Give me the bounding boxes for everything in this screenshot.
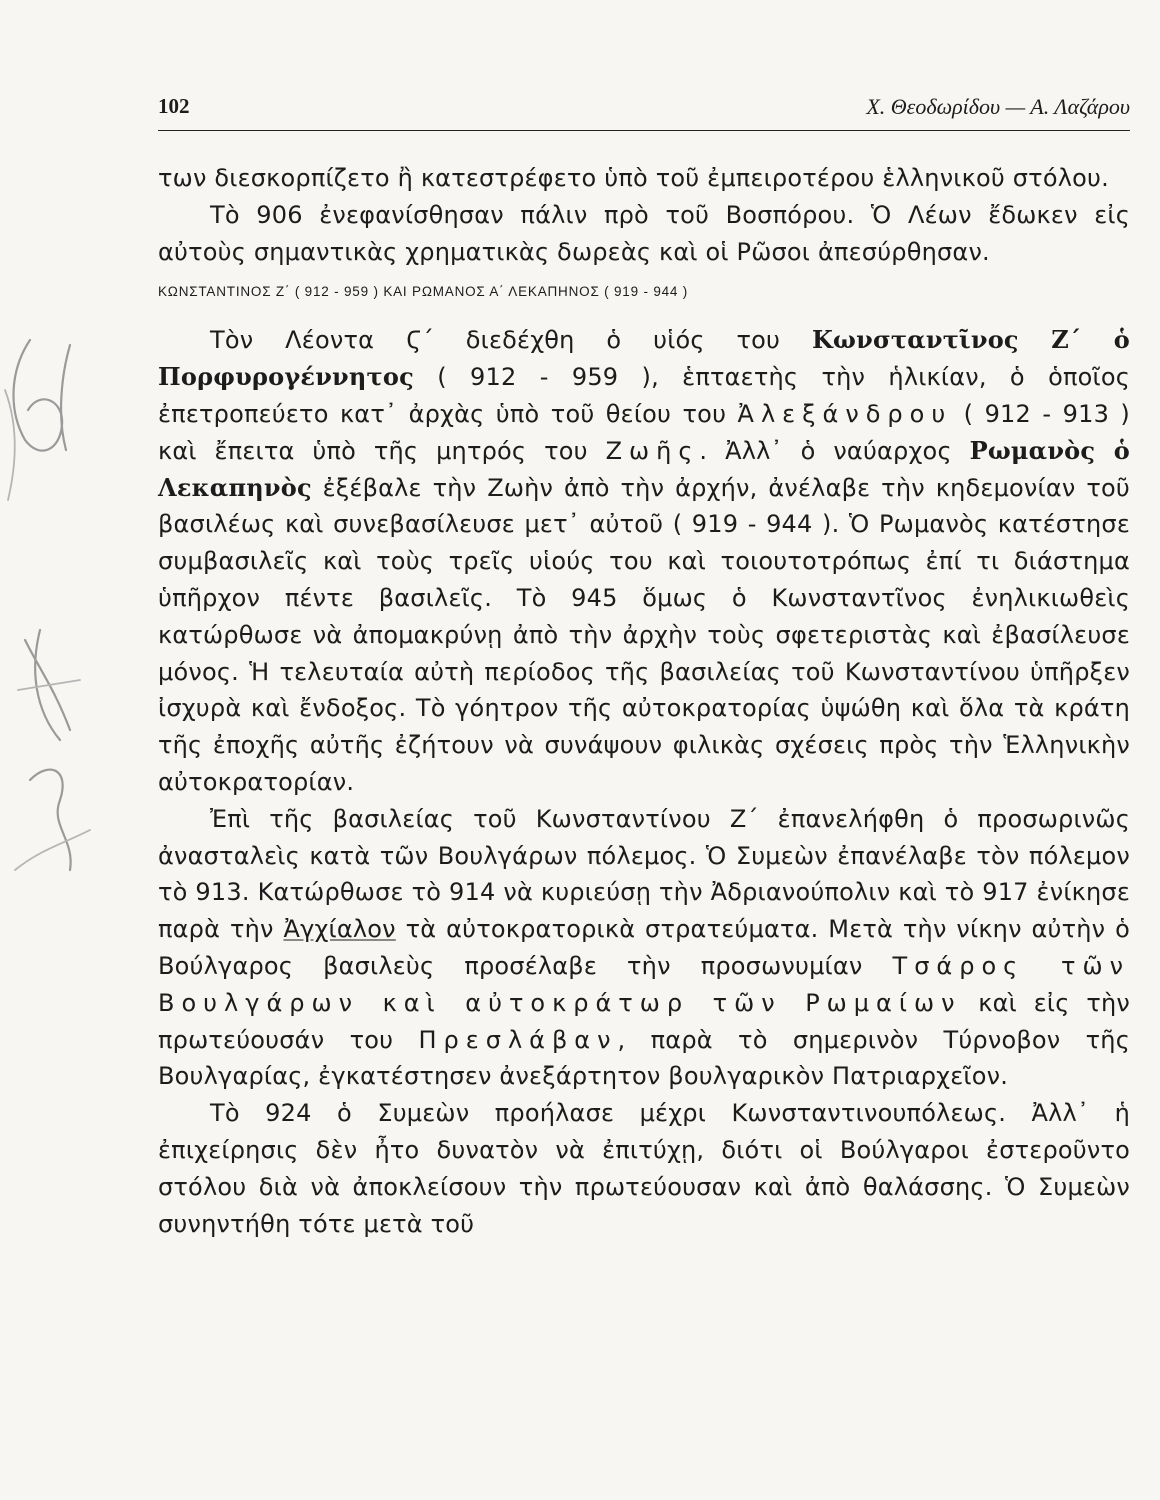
paragraph-5: Τὸ 924 ὁ Συμεὼν προήλασε μέχρι Κωνσταντινουπόλεως. Ἀλλ᾿ ἡ ἐπιχείρησις δὲν ἦτο δυνατὸν νὰ ἐπιτύχῃ, διότι οἱ Βούλγαροι ἐστεροῦντο στόλου διὰ νὰ ἀποκλείσουν τὴν πρωτεύουσαν καὶ ἀπὸ θαλάσσης. Ὁ Συμεὼν συνηντήθη τότε μετὰ τοῦ xyxy=(158,1099,1130,1238)
title-tsaros: Τσάρος τῶν Βουλγάρων καὶ αὐτοκράτωρ τῶν Ρωμαίων xyxy=(158,951,1131,1017)
name-zoe: Ζωῆς xyxy=(605,436,700,465)
body-text xyxy=(158,160,1130,1242)
paragraph-4 xyxy=(158,801,1130,1095)
text-run: καὶ εἰς τὴν πρωτεύουσάν του xyxy=(158,988,1130,1054)
paragraph-1: των διεσκορπίζετο ἢ κατεστρέφετο ὑπὸ τοῦ ἐμπειροτέρου ἑλληνικοῦ στόλου. xyxy=(158,164,1109,192)
place-anchialos: Ἀγχίαλον xyxy=(283,915,396,944)
paragraph-2: Τὸ 906 ἐνεφανίσθησαν πάλιν πρὸ τοῦ Βοσπόρου. Ὁ Λέων ἔδωκεν εἰς αὐτοὺς σημαντικὰς χρηματικὰς δωρεὰς καὶ οἱ Ρῶσοι ἀπεσύρθησαν. xyxy=(158,200,1130,266)
page-header xyxy=(158,90,1130,131)
text-run: ( 912 - 959 ), ἑπταετὴς τὴν ἡλικίαν, ὁ ὁποῖος ἐπετροπεύετο κατ᾿ ἀρχὰς ὑπὸ τοῦ θείου του xyxy=(158,363,1130,428)
text-run: Τὸν Λέοντα Ϛ΄ διεδέχθη ὁ υἱός του xyxy=(210,326,812,355)
name-konstantinos: Κωνσταντῖνος Ζ΄ ὁ Πορφυρογέννητος xyxy=(158,325,1130,392)
name-romanos: Ρωμανὸς ὁ Λεκαπηνὸς xyxy=(158,435,1130,502)
text-run: , παρὰ τὸ σημερινὸν Τύρνοβον τῆς Βουλγαρίας, ἐγκατέστησεν ἀνεξάρτητον βουλγαρικὸν Πατριαρχεῖον. xyxy=(158,1025,1130,1091)
text-run: Ἐπὶ τῆς βασιλείας τοῦ Κωνσταντίνου Ζ΄ ἐπανελήφθη ὁ προσωρινῶς ἀνασταλεὶς κατὰ τῶν Βουλγάρων πόλεμος. Ὁ Συμεὼν ἐπανέλαβε τὸν πόλεμον τὸ 913. Κατώρθωσε τὸ 914 νὰ κυριεύσῃ τὴν Ἀδριανούπολιν καὶ τὸ 917 ἐνίκησε παρὰ τὴν xyxy=(158,804,1130,944)
text-run: ἐξέβαλε τὴν Ζωὴν ἀπὸ τὴν ἀρχήν, ἀνέλαβε τὴν κηδεμονίαν τοῦ βασιλέως καὶ συνεβασίλευσε μετ᾿ αὐτοῦ ( 919 - 944 ). Ὁ Ρωμανὸς κατέστησε συμβασιλεῖς καὶ τοὺς τρεῖς υἱούς του καὶ τοιουτοτρόπως ἐπί τι διάστημα ὑπῆρχον πέντε βασιλεῖς. Τὸ 945 ὅμως ὁ Κωνσταντῖνος ἐνηλικιωθεὶς κατώρθωσε νὰ ἀπομακρύνῃ ἀπὸ τὴν ἀρχὴν τοὺς σφετεριστὰς καὶ ἐβασίλευσε μόνος. Ἡ τελευταία αὐτὴ περίοδος τῆς βασιλείας τοῦ Κωνσταντίνου ὑπῆρξεν ἰσχυρὰ καὶ ἔνδοξος. Τὸ γόητρον τῆς αὐτοκρατορίας ὑψώθη καὶ ὅλα τὰ κράτη τῆς ἐποχῆς αὐτῆς ἐζήτουν νὰ συνάψουν φιλικὰς σχέσεις πρὸς τὴν Ἑλληνικὴν αὐτοκρατορίαν. xyxy=(158,473,1130,796)
paragraph-3 xyxy=(158,322,1130,800)
text-run: ( 912 - 913 ) καὶ ἔπειτα ὑπὸ τῆς μητρός του xyxy=(158,399,1130,465)
section-heading: ΚΩΝΣΤΑΝΤΙΝΟΣ Ζ΄ ( 912 - 959 ) ΚΑΙ ΡΩΜΑΝΟΣ Α΄ ΛΕΚΑΠΗΝΟΣ ( 919 - 944 ) xyxy=(158,284,689,300)
running-title: Χ. Θεοδωρίδου — Α. Λαζάρου xyxy=(866,94,1130,119)
text-run: τὰ αὐτοκρατορικὰ στρατεύματα. Μετὰ τὴν νίκην αὐτὴν ὁ Βούλγαρος βασιλεὺς προσέλαβε τὴν προσωνυμίαν xyxy=(158,915,1131,980)
place-preslava: Πρεσλάβαν xyxy=(418,1025,618,1054)
text-run: . Ἀλλ᾿ ὁ ναύαρχος xyxy=(699,436,970,465)
page-number: 102 xyxy=(158,94,190,118)
name-alexandros: Ἀλεξάνδρου xyxy=(737,399,953,428)
handwritten-marginalia xyxy=(0,330,140,950)
